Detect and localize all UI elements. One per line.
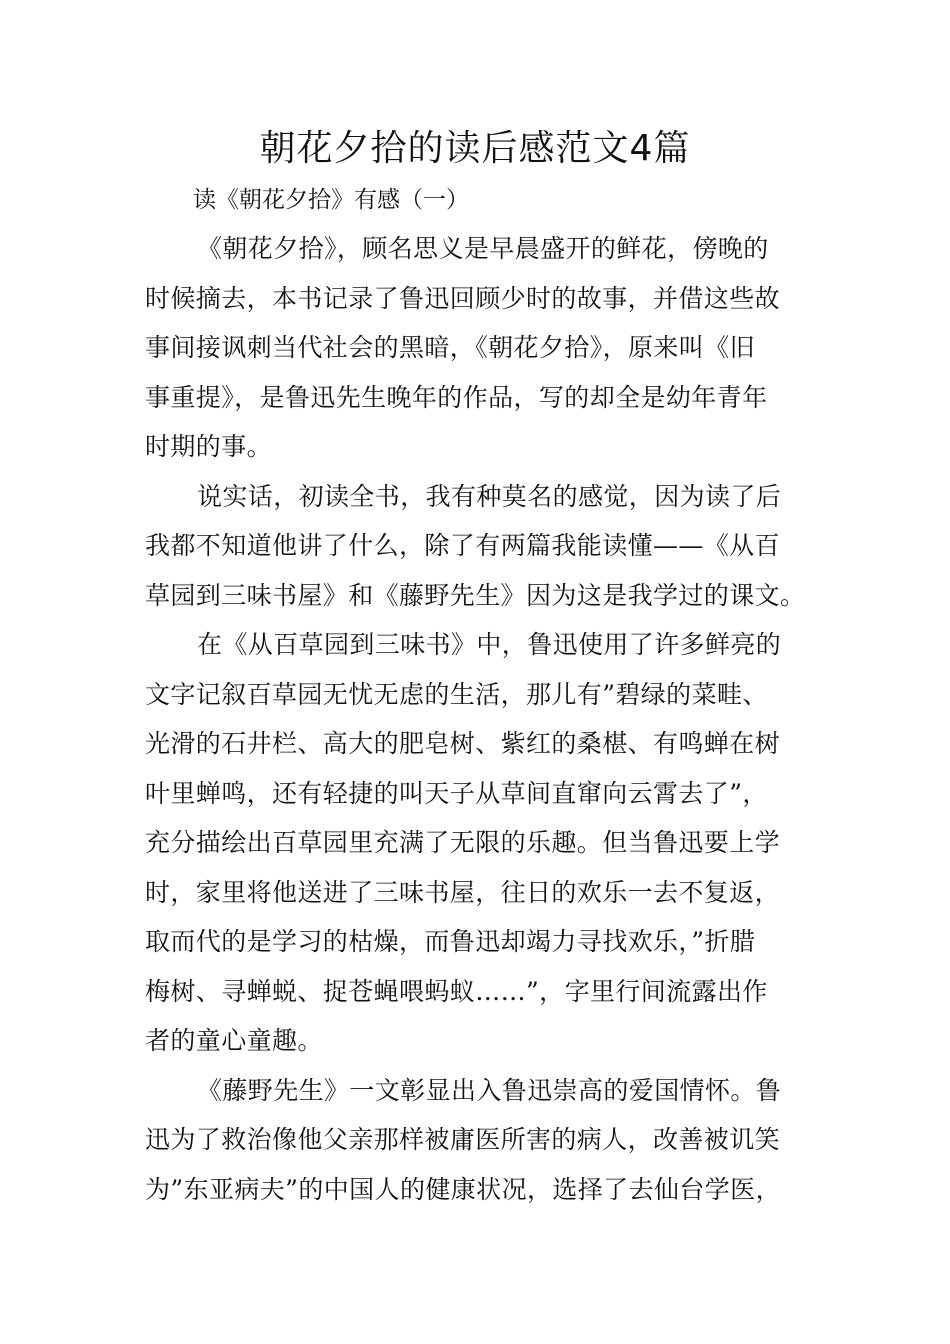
paragraph-4-line-1: 《藤野先生》一文彰显出入鲁迅崇高的爱国情怀。鲁 bbox=[197, 1075, 782, 1105]
paragraph-3-line-4: 叶里蝉鸣，还有轻捷的叫天子从草间直窜向云霄去了”， bbox=[145, 778, 768, 808]
paragraph-1-line-2: 时候摘去，本书记录了鲁迅回顾少时的故事，并借这些故 bbox=[145, 283, 781, 313]
paragraph-1-line-1: 《朝花夕拾》，顾名思义是早晨盛开的鲜花，傍晚的 bbox=[197, 234, 769, 263]
paragraph-3-line-9: 者的童心童趣。 bbox=[145, 1026, 323, 1055]
paragraph-2-line-1: 说实话，初读全书，我有种莫名的感觉，因为读了后 bbox=[197, 481, 782, 511]
paragraph-3-line-2: 文字记叙百草园无忧无虑的生活，那儿有”碧绿的菜畦、 bbox=[145, 679, 768, 709]
paragraph-4-line-3: 为”东亚病夫”的中国人的健康状况，选择了去仙台学医， bbox=[145, 1174, 781, 1204]
section-heading: 读《朝花夕拾》有感（一） bbox=[193, 187, 469, 213]
document-body bbox=[145, 224, 810, 1214]
paragraph-2-line-2: 我都不知道他讲了什么，除了有两篇我能读懂——《从百 bbox=[145, 531, 781, 560]
paragraph-1-line-5: 时期的事。 bbox=[145, 432, 273, 461]
paragraph-3-line-7: 取而代的是学习的枯燥，而鲁迅却竭力寻找欢乐，”折腊 bbox=[145, 927, 756, 956]
paragraph-3-line-8: 梅树、寻蝉蜕、捉苍蝇喂蚂蚁……”，字里行间流露出作 bbox=[145, 976, 768, 1006]
paragraph-3-line-1: 在《从百草园到三味书》中，鲁迅使用了许多鲜亮的 bbox=[197, 630, 782, 659]
paragraph-3-line-5: 充分描绘出百草园里充满了无限的乐趣。但当鲁迅要上学 bbox=[145, 828, 781, 857]
paragraph-3-line-6: 时，家里将他送进了三味书屋，往日的欢乐一去不复返， bbox=[145, 877, 781, 907]
paragraph-2-line-3: 草园到三味书屋》和《藤野先生》因为这是我学过的课文。 bbox=[145, 580, 806, 610]
paragraph-3-line-3: 光滑的石井栏、高大的肥皂树、紫红的桑椹、有鸣蝉在树 bbox=[145, 729, 781, 758]
paragraph-1-line-4: 事重提》，是鲁迅先生晚年的作品，写的却全是幼年青年 bbox=[145, 382, 768, 412]
paragraph-1-line-3: 事间接讽刺当代社会的黑暗，《朝花夕拾》，原来叫《旧 bbox=[145, 333, 756, 362]
paragraph-4-line-2: 迅为了救治像他父亲那样被庸医所害的病人，改善被讥笑 bbox=[145, 1125, 781, 1154]
document-title: 朝花夕拾的读后感范文4篇 bbox=[259, 128, 691, 169]
